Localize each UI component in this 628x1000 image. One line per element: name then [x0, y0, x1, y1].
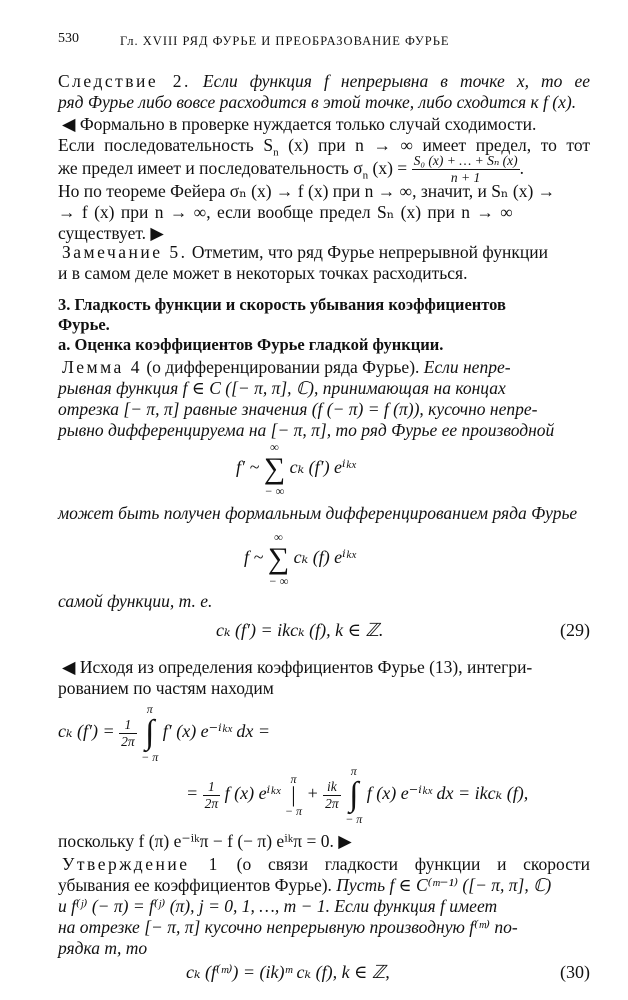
sum-upper-limit: ∞ — [274, 530, 283, 544]
proof-1-line-4: Но по теореме Фейера σₙ (x) → f (x) при n → ∞, значит, и Sₙ (x) → — [58, 181, 556, 201]
eq5-fraction-2 — [323, 779, 341, 812]
statement-1-line-3: и f⁽ʲ⁾ (− π) = f⁽ʲ⁾ (π), j = 0, 1, …, m − 1. Если функция f имеет — [58, 896, 498, 916]
eq5-fraction-1-num: 1 — [203, 779, 221, 796]
integral-lower-limit: − π — [141, 750, 159, 764]
statement-1-paren: (о связи гладкости функции и скорости — [236, 854, 591, 874]
eq5-term: f (x) eⁱᵏˣ — [224, 783, 281, 804]
statement-1-l2: убывания ее коэффициентов Фурье). — [58, 875, 332, 895]
sum-lower-limit: − ∞ — [268, 574, 289, 588]
corollary-2-label: Следствие 2. — [58, 71, 191, 91]
eq4-fraction-den: 2π — [121, 733, 135, 749]
eq2-right: cₖ (f) eⁱᵏˣ — [293, 547, 356, 568]
eq1-right: cₖ (f′) eⁱᵏˣ — [289, 457, 356, 478]
equation-function-series — [244, 530, 356, 588]
sigma-fraction-denominator: n + 1 — [450, 170, 481, 186]
eval-bar-bottom: − π — [284, 804, 303, 818]
proof-1-line-3: же предел имеет и последовательность $\sigma_n$ (x) = $\frac{\text{S₀ (x) + … + Sₙ (x)}}{n + 1}$ . — [58, 153, 525, 186]
remark-5-text-a: Отметим, что ряд Фурье непрерывной функции — [191, 242, 548, 262]
proof-1-line-2b: (x) при n → ∞ имеет предел, то тот — [288, 135, 591, 155]
eq5-fraction-2-den: 2π — [325, 795, 339, 811]
integral-upper-limit: π — [146, 702, 153, 716]
proof-2-line-3: поскольку f (π) e⁻ⁱᵏπ − f (− π) eⁱᵏπ = 0. ▶ — [58, 831, 352, 851]
proof-1-line-2: Если последовательность $S_n$ (x) при n → ∞ имеет предел, то тот — [58, 135, 591, 159]
corollary-2-text-a: Если функция f непрерывна в точке x, то ее — [202, 71, 591, 91]
eq4-left: cₖ (f′) = — [58, 721, 115, 742]
statement-1-line-1 — [62, 853, 590, 875]
lemma-4-paren: (о дифференцировании ряда Фурье). — [146, 357, 420, 377]
corollary-2-line-2: ряд Фурье либо вовсе расходится в этой точке, либо сходится к f (x). — [58, 92, 577, 112]
equation-29: cₖ (f′) = ikcₖ (f), k ∈ ℤ. — [216, 620, 384, 640]
integral-upper-limit: π — [350, 764, 357, 778]
integral-lower-limit: − π — [345, 812, 363, 826]
proof-1-line-5: → f (x) при n → ∞, если вообще предел Sₙ (x) при n → ∞ — [58, 202, 513, 222]
proof-1-line-1: ◀ Формально в проверке нуждается только случай сходимости. — [62, 114, 537, 134]
subsection-a-title: а. Оценка коэффициентов Фурье гладкой функции. — [58, 335, 444, 354]
proof-1-line-2a: Если последовательность S — [58, 135, 274, 155]
equation-integral-2 — [186, 764, 528, 826]
lemma-4-line-1 — [62, 356, 594, 378]
eq5-plus: + — [306, 783, 319, 804]
page-number: 530 — [58, 31, 79, 46]
sum-lower-limit: − ∞ — [264, 484, 285, 498]
eq4-fraction-num: 1 — [119, 717, 137, 734]
sum-sign: ∞ ∑ − ∞ — [263, 440, 286, 498]
eq5-fraction-1 — [203, 779, 221, 812]
integral-sign: π ∫ − π — [141, 702, 159, 764]
statement-1-line-5: рядка m, то — [58, 938, 148, 958]
eq5-equals: = — [186, 783, 203, 804]
remark-5-label: Замечание 5. — [62, 242, 188, 262]
statement-1-line-4: на отрезке [− π, π] кусочно непрерывную производную f⁽ᵐ⁾ по- — [58, 917, 518, 937]
lemma-4-line-4: рывно дифференцируема на [− π, π], то ряд Фурье ее производной — [58, 420, 555, 440]
lemma-4-line-6: самой функции, т. е. — [58, 591, 213, 611]
lemma-4-t1: Если непре- — [423, 357, 511, 377]
remark-5-line-1 — [62, 241, 594, 263]
section-3-title: 3. Гладкость функции и скорость убывания коэффициентов — [58, 295, 506, 314]
sigma-fraction-numerator: S₀ (x) + … + Sₙ (x) — [413, 153, 518, 169]
sum-upper-limit: ∞ — [270, 440, 279, 454]
running-title: Гл. XVIII РЯД ФУРЬЕ И ПРЕОБРАЗОВАНИЕ ФУРЬЕ — [120, 34, 450, 48]
equation-29-number: (29) — [560, 620, 590, 640]
eq5-fraction-1-den: 2π — [204, 795, 219, 811]
lemma-4-line-5: может быть получен формальным дифференцированием ряда Фурье — [58, 503, 578, 523]
equation-integral-1 — [58, 702, 270, 764]
equation-derivative-series — [236, 440, 356, 498]
lemma-4-line-3: отрезка [− π, π] равные значения (f (− π) = f (π)), кусочно непре- — [58, 399, 538, 419]
statement-1-line-2 — [58, 874, 590, 896]
corollary-2-line-1 — [58, 70, 590, 92]
eq5-rest: f (x) e⁻ⁱᵏˣ dx = ikcₖ (f), — [366, 783, 529, 804]
eval-bar-top: π — [290, 772, 297, 786]
equation-30-number: (30) — [560, 962, 590, 982]
eq4-right: f′ (x) e⁻ⁱᵏˣ dx = — [162, 721, 271, 742]
proof-2-line-1: ◀ Исходя из определения коэффициентов Фурье (13), интегри- — [62, 657, 533, 677]
section-3-title-cont: Фурье. — [58, 315, 110, 334]
statement-1-l2-italic: Пусть f ∈ C⁽ᵐ⁻¹⁾ ([− π, π], ℂ) — [336, 875, 552, 895]
lemma-4-line-2: рывная функция f ∈ C ([− π, π], ℂ), принимающая на концах — [58, 378, 506, 398]
integral-sign: π ∫ − π — [345, 764, 363, 826]
proof-1-line-3a: же предел имеет и последовательность σ — [58, 158, 363, 178]
eq1-left: f′ ~ — [236, 457, 260, 478]
remark-5-line-2: и в самом деле может в некоторых точках расходиться. — [58, 263, 468, 283]
lemma-4-label: Лемма 4 — [62, 357, 142, 377]
eq2-left: f ~ — [244, 547, 264, 568]
eq5-fraction-2-num: ik — [323, 779, 341, 796]
statement-1-label: Утверждение 1 — [62, 854, 220, 874]
sum-sign: ∞ ∑ − ∞ — [267, 530, 290, 588]
eval-bar: π | − π — [284, 772, 303, 818]
proof-2-line-2: рованием по частям находим — [58, 678, 274, 698]
proof-1-line-3b: (x) = — [372, 158, 408, 178]
eq4-fraction — [119, 717, 137, 750]
proof-1-line-6: существует. ▶ — [58, 223, 164, 243]
equation-30: cₖ (f⁽ᵐ⁾) = (ik)ᵐ cₖ (f), k ∈ ℤ, — [186, 962, 390, 982]
